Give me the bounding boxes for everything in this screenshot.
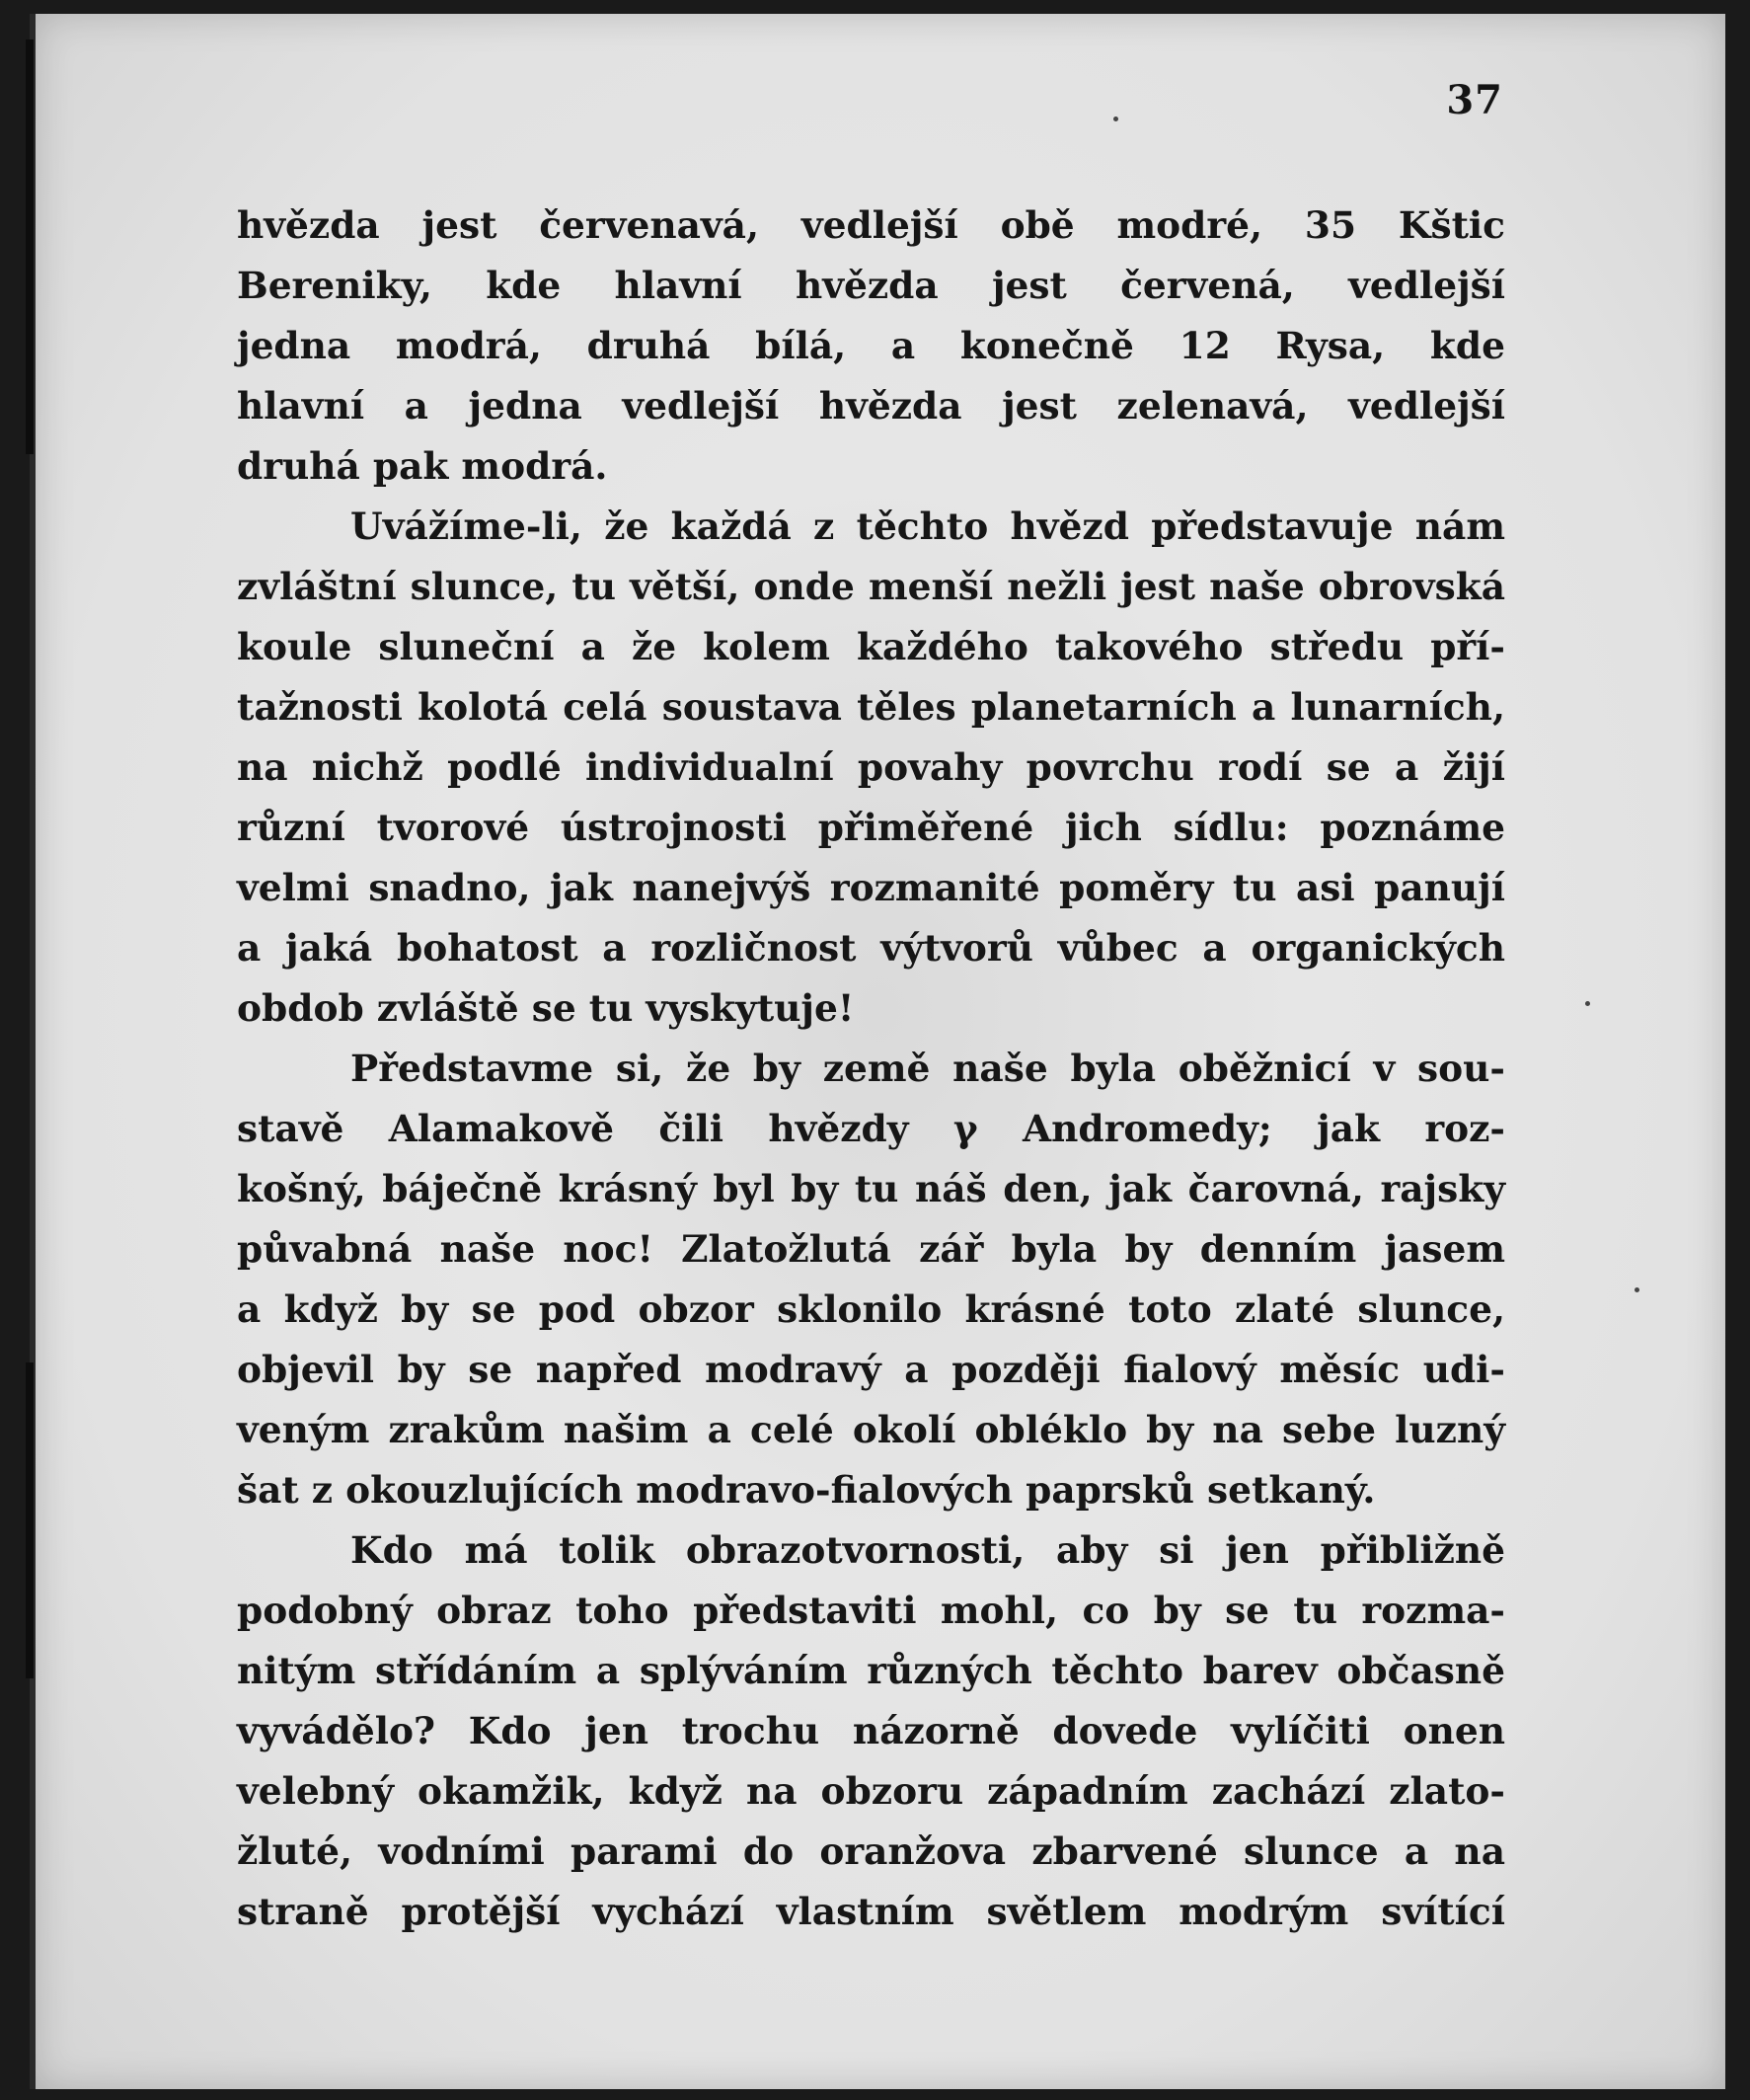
print-speck: [1113, 117, 1118, 121]
text-line: nitým střídáním a splýváním různých těchto barev občasně: [237, 1649, 1505, 1692]
text-line: půvabná naše noc! Zlatožlutá zář byla by denním jasem: [237, 1227, 1505, 1271]
text-line: Představme si, že by země naše byla oběžnicí v sou-: [350, 1047, 1505, 1090]
text-line: vyvádělo? Kdo jen trochu názorně dovede vylíčiti onen: [237, 1709, 1505, 1752]
text-line: objevil by se napřed modravý a později fialový měsíc udi-: [237, 1348, 1505, 1391]
text-line: veným zrakům našim a celé okolí obléklo by na sebe luzný: [237, 1408, 1505, 1451]
text-line: a když by se pod obzor sklonilo krásné toto zlaté slunce,: [237, 1287, 1505, 1331]
text-line: Bereniky, kde hlavní hvězda jest červená, vedlejší: [237, 264, 1505, 307]
text-line: koule sluneční a že kolem každého takového středu pří-: [237, 625, 1505, 668]
text-line: šat z okouzlujících modravo-fialových paprsků setkaný.: [237, 1468, 1376, 1512]
text-line: obdob zvláště se tu vyskytuje!: [237, 986, 855, 1030]
text-line: zvláštní slunce, tu větší, onde menší nežli jest naše obrovská: [237, 565, 1505, 608]
text-line: jedna modrá, druhá bílá, a konečně 12 Rysa, kde: [237, 324, 1505, 367]
print-speck: [1585, 1001, 1590, 1006]
text-line: na nichž podlé individualní povahy povrchu rodí se a žijí: [237, 745, 1505, 789]
page-number: 37: [1446, 77, 1503, 123]
text-line: hlavní a jedna vedlejší hvězda jest zelenavá, vedlejší: [237, 384, 1505, 428]
text-line: košný, báječně krásný byl by tu náš den, jak čarovná, rajsky: [237, 1167, 1505, 1210]
body-text: [237, 195, 1505, 1942]
text-line: Uvážíme-li, že každá z těchto hvězd představuje nám: [350, 505, 1505, 548]
text-line: tažnosti kolotá celá soustava těles planetarních a lunarních,: [237, 685, 1505, 729]
text-line: žluté, vodními parami do oranžova zbarvené slunce a na: [237, 1829, 1505, 1873]
spine-edge: [26, 1362, 34, 1678]
text-line: Kdo má tolik obrazotvornosti, aby si jen přibližně: [350, 1528, 1505, 1572]
text-line: straně protější vychází vlastním světlem modrým svítící: [237, 1890, 1505, 1933]
text-line: různí tvorové ústrojnosti přiměřené jich sídlu: poznáme: [237, 806, 1505, 849]
text-line: stavě Alamakově čili hvězdy γ Andromedy; jak roz-: [237, 1107, 1505, 1150]
print-speck: [1635, 1287, 1639, 1292]
text-line: hvězda jest červenavá, vedlejší obě modré, 35 Kštic: [237, 203, 1505, 247]
text-line: druhá pak modrá.: [237, 444, 608, 488]
text-line: a jaká bohatost a rozličnost výtvorů vůbec a organických: [237, 926, 1505, 970]
text-line: velebný okamžik, když na obzoru západním zachází zlato-: [237, 1769, 1505, 1813]
spine-edge: [26, 39, 34, 454]
text-line: velmi snadno, jak nanejvýš rozmanité poměry tu asi panují: [237, 866, 1505, 909]
text-line: podobný obraz toho představiti mohl, co by se tu rozma-: [237, 1589, 1505, 1632]
